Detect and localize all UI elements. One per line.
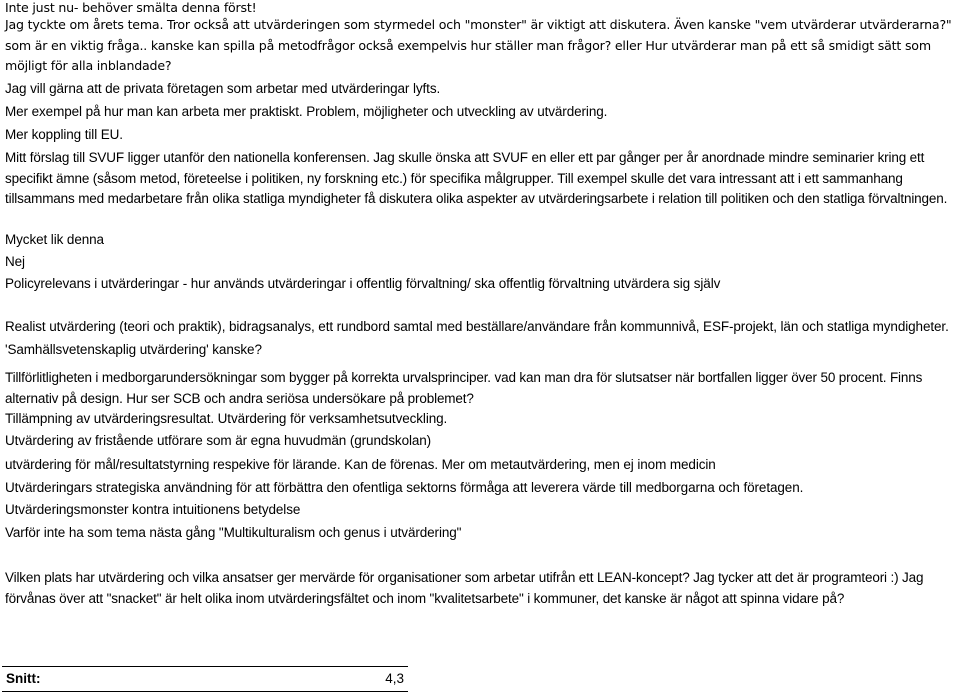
response-item: Jag vill gärna att de privata företagen som arbetar med utvärderingar lyfts. (5, 81, 441, 96)
response-item: Inte just nu- behöver smälta denna först! (5, 0, 257, 15)
response-item: Mycket lik denna (5, 232, 104, 247)
response-item: Mer exempel på hur man kan arbeta mer praktiskt. Problem, möjligheter och utveckling av utvärdering. (5, 104, 608, 119)
response-item: Jag tyckte om årets tema. Tror också att utvärderingen som styrmedel och "monster" är viktigt att diskutera. Även kanske "vem utvärderar utvärderarna?" som är en viktig fråga.. kanske kan spilla på metodfrågor också exempelvis hur ställer man frågor? eller Hur utvärderar man på ett så smidigt sätt som möjligt för alla inblandade? (5, 17, 952, 73)
response-item: Tillämpning av utvärderingsresultat. Utvärdering för verksamhetsutveckling. (5, 411, 448, 426)
response-item: utvärdering för mål/resultatstyrning respekive för lärande. Kan de förenas. Mer om metautvärdering, men ej inom medicin (5, 457, 716, 472)
response-item: Varför inte ha som tema nästa gång "Multikulturalism och genus i utvärdering" (5, 525, 462, 540)
response-item: Utvärderingsmonster kontra intuitionens betydelse (5, 502, 301, 517)
summary-value: 4,3 (385, 671, 404, 686)
response-item: 'Samhällsvetenskaplig utvärdering' kanske? (5, 342, 262, 357)
response-item: Policyrelevans i utvärderingar - hur används utvärderingar i offentlig förvaltning/ ska offentlig förvaltning utvärdera sig själv (5, 276, 721, 291)
response-item: Tillförlitligheten i medborgarundersökningar som bygger på korrekta urvalsprinciper. vad kan man dra för slutsatser när bortfallen ligger över 50 procent. Finns alternativ på design. Hur ser SCB och andra seriösa undersökare på problemet? (5, 370, 923, 406)
response-item: Nej (5, 254, 25, 269)
response-item: Utvärderingars strategiska användning för att förbättra den ofentliga sektorns förmåga att leverera värde till medborgarna och företagen. (5, 480, 804, 495)
response-item: Vilken plats har utvärdering och vilka ansatser ger mervärde för organisationer som arbetar utifrån ett LEAN-koncept? Jag tycker att det är programteori :) Jag förvånas över att "snacket" är helt olika inom utvärderingsfältet och inom "kvalitetsarbete" i kommuner, det kanske är något att spinna vidare på? (5, 570, 924, 606)
response-item: Realist utvärdering (teori och praktik), bidragsanalys, ett rundbord samtal med beställare/användare från kommunnivå, ESF-projekt, län och statliga myndigheter. (5, 319, 949, 334)
response-item: Mitt förslag till SVUF ligger utanför den nationella konferensen. Jag skulle önska att SVUF en eller ett par gånger per år anordnade mindre seminarier kring ett specifikt ämne (såsom metod, företeelse i politiken, ny forskning etc.) för specifika målgrupper. Till exempel skulle det vara intressant att i ett sammanhang tillsammans med medarbetare från olika statliga myndigheter få diskutera olika aspekter av utvärderingsarbete i relation till politiken och den statliga förvaltningen. (5, 150, 948, 206)
summary-row (2, 667, 408, 692)
summary-label: Snitt: (6, 671, 41, 686)
response-item: Utvärdering av fristående utförare som är egna huvudmän (grundskolan) (5, 433, 432, 448)
response-item: Mer koppling till EU. (5, 127, 123, 142)
